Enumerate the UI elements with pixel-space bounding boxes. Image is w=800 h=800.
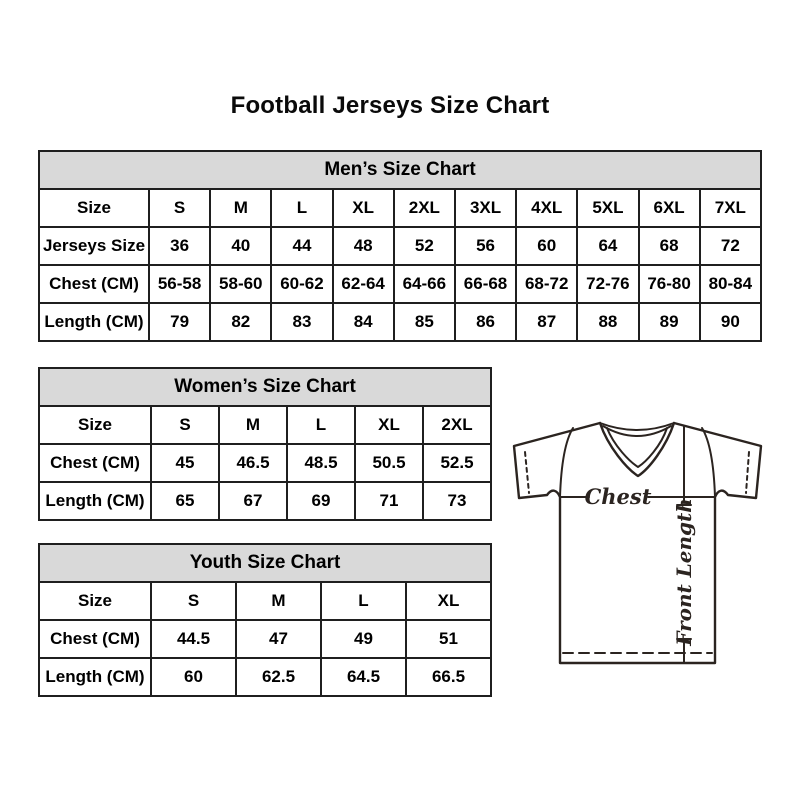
value-cell: 65 (151, 482, 219, 520)
row-label-cell: Chest (CM) (39, 444, 151, 482)
table-row (39, 303, 761, 341)
youth-size-table (38, 543, 492, 697)
value-cell: 40 (210, 227, 271, 265)
value-cell: 52.5 (423, 444, 491, 482)
value-cell: 90 (700, 303, 761, 341)
chest-label: Chest (584, 484, 652, 509)
value-cell: 3XL (455, 189, 516, 227)
value-cell: S (151, 406, 219, 444)
front-length-label: Front Length (672, 498, 696, 646)
row-label-cell: Length (CM) (39, 303, 149, 341)
table-row (39, 444, 491, 482)
value-cell: 62.5 (236, 658, 321, 696)
page-title: Football Jerseys Size Chart (230, 92, 550, 119)
table-row (39, 582, 491, 620)
v-neck-inner (607, 428, 667, 467)
value-cell: 60 (516, 227, 577, 265)
value-cell: 79 (149, 303, 210, 341)
collar-back-arc (600, 423, 674, 430)
value-cell: 84 (333, 303, 394, 341)
value-cell: 62-64 (333, 265, 394, 303)
row-label-cell: Size (39, 189, 149, 227)
value-cell: L (321, 582, 406, 620)
mens-size-table (38, 150, 762, 342)
value-cell: XL (333, 189, 394, 227)
value-cell: 49 (321, 620, 406, 658)
value-cell: 60 (151, 658, 236, 696)
value-cell: 52 (394, 227, 455, 265)
womens-table-title: Women’s Size Chart (39, 368, 491, 406)
value-cell: 47 (236, 620, 321, 658)
left-armhole-seam (560, 428, 573, 497)
value-cell: S (151, 582, 236, 620)
value-cell: 48.5 (287, 444, 355, 482)
youth-table-title: Youth Size Chart (39, 544, 491, 582)
table-header-row (39, 544, 491, 582)
row-label-cell: Length (CM) (39, 482, 151, 520)
value-cell: 89 (639, 303, 700, 341)
table-row (39, 265, 761, 303)
value-cell: 69 (287, 482, 355, 520)
row-label-cell: Chest (CM) (39, 265, 149, 303)
value-cell: 71 (355, 482, 423, 520)
value-cell: L (271, 189, 332, 227)
value-cell: 85 (394, 303, 455, 341)
value-cell: 64-66 (394, 265, 455, 303)
value-cell: 66-68 (455, 265, 516, 303)
table-row (39, 189, 761, 227)
value-cell: S (149, 189, 210, 227)
row-label-cell: Size (39, 582, 151, 620)
table-header-row (39, 368, 491, 406)
value-cell: M (210, 189, 271, 227)
value-cell: XL (355, 406, 423, 444)
value-cell: 5XL (577, 189, 638, 227)
value-cell: M (236, 582, 321, 620)
value-cell: 51 (406, 620, 491, 658)
value-cell: 68 (639, 227, 700, 265)
value-cell: L (287, 406, 355, 444)
right-cuff-dashed-line (746, 452, 749, 493)
value-cell: 6XL (639, 189, 700, 227)
value-cell: 86 (455, 303, 516, 341)
table-row (39, 227, 761, 265)
jersey-diagram (505, 415, 768, 665)
value-cell: 66.5 (406, 658, 491, 696)
right-armhole-seam (702, 428, 715, 497)
value-cell: 87 (516, 303, 577, 341)
value-cell: 46.5 (219, 444, 287, 482)
row-label-cell: Length (CM) (39, 658, 151, 696)
value-cell: 4XL (516, 189, 577, 227)
value-cell: 73 (423, 482, 491, 520)
value-cell: 50.5 (355, 444, 423, 482)
value-cell: 36 (149, 227, 210, 265)
row-label-cell: Jerseys Size (39, 227, 149, 265)
row-label-cell: Chest (CM) (39, 620, 151, 658)
jersey-outline (514, 423, 761, 663)
value-cell: 44 (271, 227, 332, 265)
table-row (39, 620, 491, 658)
table-row (39, 482, 491, 520)
value-cell: 2XL (394, 189, 455, 227)
value-cell: 80-84 (700, 265, 761, 303)
table-header-row (39, 151, 761, 189)
value-cell: XL (406, 582, 491, 620)
table-row (39, 406, 491, 444)
value-cell: 64 (577, 227, 638, 265)
value-cell: 67 (219, 482, 287, 520)
value-cell: 72 (700, 227, 761, 265)
value-cell: 56-58 (149, 265, 210, 303)
left-cuff-dashed-line (525, 452, 529, 493)
value-cell: 88 (577, 303, 638, 341)
value-cell: 83 (271, 303, 332, 341)
value-cell: 56 (455, 227, 516, 265)
value-cell: 2XL (423, 406, 491, 444)
value-cell: 68-72 (516, 265, 577, 303)
value-cell: 45 (151, 444, 219, 482)
value-cell: 58-60 (210, 265, 271, 303)
value-cell: 76-80 (639, 265, 700, 303)
value-cell: M (219, 406, 287, 444)
value-cell: 7XL (700, 189, 761, 227)
womens-size-table (38, 367, 492, 521)
mens-table-title: Men’s Size Chart (39, 151, 761, 189)
row-label-cell: Size (39, 406, 151, 444)
value-cell: 64.5 (321, 658, 406, 696)
value-cell: 72-76 (577, 265, 638, 303)
value-cell: 44.5 (151, 620, 236, 658)
value-cell: 82 (210, 303, 271, 341)
table-row (39, 658, 491, 696)
value-cell: 48 (333, 227, 394, 265)
value-cell: 60-62 (271, 265, 332, 303)
